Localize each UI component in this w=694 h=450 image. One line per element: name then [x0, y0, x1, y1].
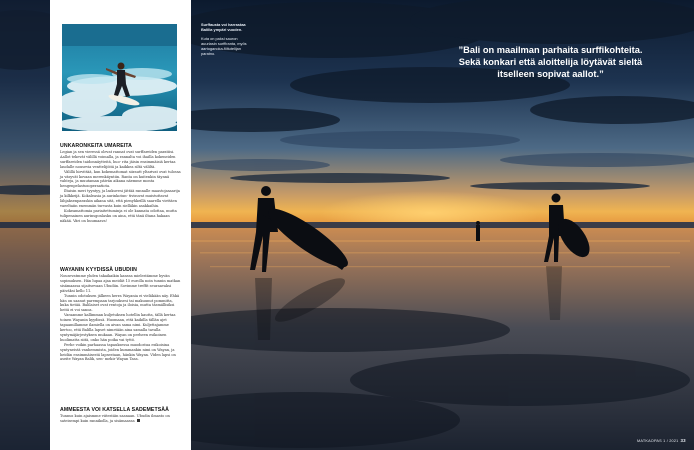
section-body-1 — [60, 150, 181, 224]
paragraph: Perhe voikin parhaassa tapauksessa muodostua esikoisina syntyneistä vanhemmista, joiden kummankin nimi on Wayan, ja heidän ensimmäisestä lapsestaan, hänkin Wayan. Vīden lapsi on aseite Wayan Balik, sen- mekir Wayan Tasa. — [60, 342, 176, 362]
paragraph: Nousevatmme yhden takaikaikin kanssa mielestämme hyvän sopimuksen. Hän lupaa ajaa meidät 15 eurolla noin tunnin matkan sisämaassa sijaitsevaan Ubudiin. Sovimme treffit seuraavaksi päiväksi kello 11. — [60, 274, 181, 293]
section-body-3 — [60, 414, 181, 424]
paragraph: Legian ja sen vieressä olevat rannat ovat surffareiden paratiisi. Aallot tekevät välillä voimalla, ja rannalta voi ihailla kokeneiden surffareiden taidonnäytteitä, huo- rita jäisin ensimmäisiä kertaa laudalle nousevia venttelijöitä ja kaikkea siltä väliltä. — [60, 150, 176, 169]
surfer-wave-photo — [62, 24, 177, 131]
paragraph: Tunnus kuin ajaismme viitestäin saanaan. Ubudin ilmasto on sateisempi kuin rannikolla, ja sisämaassa — [60, 414, 170, 423]
caption-line-2: Kuta on paksi sauron auuriasin surffiranta, myös aartoganoka-fiiltutelijan paratno. — [201, 36, 247, 56]
pull-quote: ”Bali on maailman parhaita surffikohteita. Sekä konkari että aloittelija löytävät sieltä itselleen sopivat aallot.” — [458, 45, 643, 79]
caption-line-1: Surffausta voi harrastaa Balilla ympäri vuoden. — [201, 22, 246, 32]
magazine-name: MATKAOPAS 1 / 2021 — [637, 439, 679, 443]
paragraph: Iltaisin meri tyyntyy, ja laskuvesi jättää rannalle maastojasaarija ja kilkkeijä. Kokaleasia ja aurinkotun- tivisuvat muistuttavat lähjaksenparaskin aikana sitä, että pienyhkeillä saarella viettäen vaeeltaiin enemmän turvasta kuin sielläkin asakkaihin. — [60, 189, 180, 208]
section-body-2 — [60, 274, 181, 362]
page-number: 33 — [680, 438, 686, 443]
paragraph: Välillä hirvittää, kun kokemattomat siirautt yltarivat ovat tulossa ja väsyvät kovaan merenkäyntiin. Ranta on kuitenkin täynnä vahteja, ja muutaman päivän aikana näemme monta hengenpelastusoperaatiota. — [60, 169, 181, 189]
paragraph: Tunnin odotuksen jälkeen herra Wayania ei vieläkään näy. Ehkä hän on saanut parempaan tarjouksesi tai makuunut pommitta, kuka tietää. Balilaiset ovat rentoja ja iloisia, mutta täsmällisiksi heitä ei voi sanoa. — [60, 293, 180, 313]
continue-arrow-icon — [137, 419, 140, 422]
photo-caption — [201, 22, 253, 60]
section-heading-2: WAYANIN KYYDISSÄ UBUDIIN — [60, 267, 137, 273]
folio — [637, 438, 686, 443]
section-heading-3: AMMEESTA VOI KATSELLA SADEMETSÄÄ — [60, 407, 169, 413]
paragraph: Varaamme kallimman kuljetuksen hotellin kautta, tällä kertaa toinen Wayanin kyydissä. Huomaan, että kaikilla tällän ajet tapaamillamme ilamiella on aivan sama nimi. Kuljettajamme kertoo, että Balilla lapset nimetään aina samalla tavalla syntymäjärjestyksen mukaan. Wayan on perheen esikoinen huolimatta siitä, onko hän poika vai tyttö. — [60, 313, 176, 342]
distant-figure — [476, 221, 480, 241]
section-heading-1: UNKARONKEITA UMAREITA — [60, 143, 133, 149]
paragraph: Kokeamattomia pariaitettuminja ei ole kannata odottaa, mutta tulipenainen aurinsgonlasku on aina, että tänä iltana hakaan näkää. Väri on huumaava! — [60, 208, 177, 223]
